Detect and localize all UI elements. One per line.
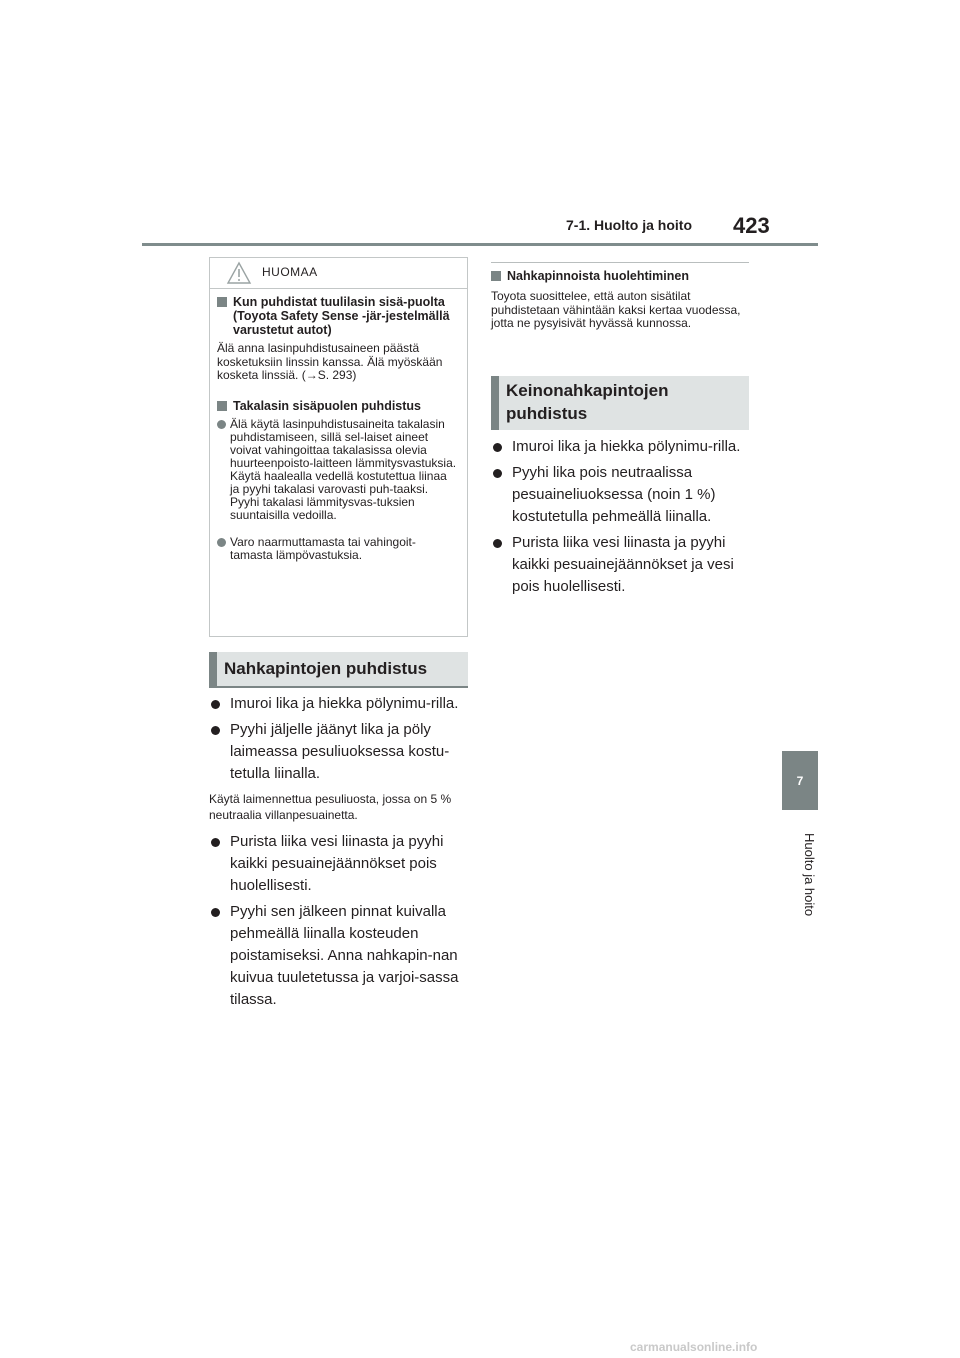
chapter-label: Huolto ja hoito xyxy=(802,833,817,917)
list-item-text: Purista liika vesi liinasta ja pyyhi kaikki pesuainejäännökset ja vesi pois huolellisesti. xyxy=(512,534,734,595)
divider xyxy=(491,262,749,263)
list-item xyxy=(209,693,474,715)
bullet-icon xyxy=(211,908,220,917)
section-title-synthetic-leather: Keinonahkapintojen puhdistus xyxy=(491,376,749,430)
notice-box xyxy=(209,257,468,637)
list-item xyxy=(209,831,474,897)
bullet-icon xyxy=(211,700,220,709)
notice-list-item xyxy=(217,418,457,522)
list-item-text: Pyyhi sen jälkeen pinnat kuivalla pehmeällä liinalla kosteuden poistamiseksi. Anna nahkapin-nan kuivua tuuletetussa ja varjoi-sassa tilassa. xyxy=(230,903,459,1008)
list-item xyxy=(491,436,756,458)
notice-heading-rear-window xyxy=(217,399,457,413)
list-item-text: Imuroi lika ja hiekka pölynimu-rilla. xyxy=(512,438,741,455)
list-item xyxy=(209,719,474,785)
list-item-text: Pyyhi lika pois neutraalissa pesuaineliuoksessa (noin 1 %) kostutetulla pehmeällä liinalla. xyxy=(512,464,716,525)
list-item-text: Purista liika vesi liinasta ja pyyhi kaikki pesuainejäännökset pois huolellisesti. xyxy=(230,833,444,894)
warning-triangle-icon xyxy=(226,261,252,285)
square-bullet-icon xyxy=(217,297,227,307)
leather-content xyxy=(209,693,474,1015)
bullet-icon xyxy=(493,469,502,478)
notice-list-item xyxy=(217,536,457,562)
list-item-text: Pyyhi jäljelle jäänyt lika ja pöly laimeassa pesuliuoksessa kostu-tetulla liinalla. xyxy=(230,721,450,782)
chapter-tab[interactable]: 7 xyxy=(782,751,818,810)
bullet-icon xyxy=(493,539,502,548)
list-item-text: Imuroi lika ja hiekka pölynimu-rilla. xyxy=(230,695,459,712)
care-heading xyxy=(491,269,751,288)
page-number: 423 xyxy=(733,213,770,238)
notice-title: HUOMAA xyxy=(262,265,318,279)
synthetic-content xyxy=(491,436,756,602)
section-title-leather: Nahkapintojen puhdistus xyxy=(209,652,468,688)
section-title: 7-1. Huolto ja hoito xyxy=(566,217,692,233)
care-paragraph: Toyota suosittelee, että auton sisätilat puhdistetaan vähintään kaksi kertaa vuodessa, jotta ne pysyisivät hyvässä kunnossa. xyxy=(491,289,741,330)
watermark: carmanualsonline.info xyxy=(630,1340,758,1354)
square-bullet-icon xyxy=(491,271,501,281)
bullet-icon xyxy=(493,443,502,452)
notice-heading-text: Kun puhdistat tuulilasin sisä-puolta (Toyota Safety Sense -jär-jestelmällä varustetut autot) xyxy=(233,295,450,337)
notice-item-text: Älä käytä lasinpuhdistusaineita takalasin puhdistamiseen, sillä sel-laiset aineet voivat vahingoittaa takalasissa olevia huurteenpoisto-laitteen lämmitysvastuksia. Käytä haalealla vedellä kostutettua liinaa ja pyyhi takalasi varovasti puh-taaksi. Pyyhi takalasi lämmitysvas-tuksien suuntaisilla vedoilla. xyxy=(230,416,457,522)
notice-heading-text: Takalasin sisäpuolen puhdistus xyxy=(233,398,422,413)
header-rule xyxy=(142,243,818,246)
notice-header xyxy=(210,258,467,289)
square-bullet-icon xyxy=(217,401,227,411)
notice-heading-windshield xyxy=(217,295,457,337)
bullet-icon xyxy=(211,726,220,735)
note-text: Käytä laimennettua pesuliuosta, jossa on 5 % neutraalia villanpesuainetta. xyxy=(209,792,452,822)
care-heading-text: Nahkapinnoista huolehtiminen xyxy=(507,269,689,283)
round-bullet-icon xyxy=(217,538,226,547)
notice-item-text: Varo naarmuttamasta tai vahingoit-tamasta lämpövastuksia. xyxy=(230,534,416,562)
bullet-icon xyxy=(211,838,220,847)
round-bullet-icon xyxy=(217,420,226,429)
list-item xyxy=(491,532,756,598)
list-item xyxy=(491,462,756,528)
notice-paragraph: Älä anna lasinpuhdistusaineen päästä kosketuksiin linssin kanssa. Älä myöskään kosketa linssiä. (→S. 293) xyxy=(217,341,443,382)
list-item xyxy=(209,901,474,1011)
